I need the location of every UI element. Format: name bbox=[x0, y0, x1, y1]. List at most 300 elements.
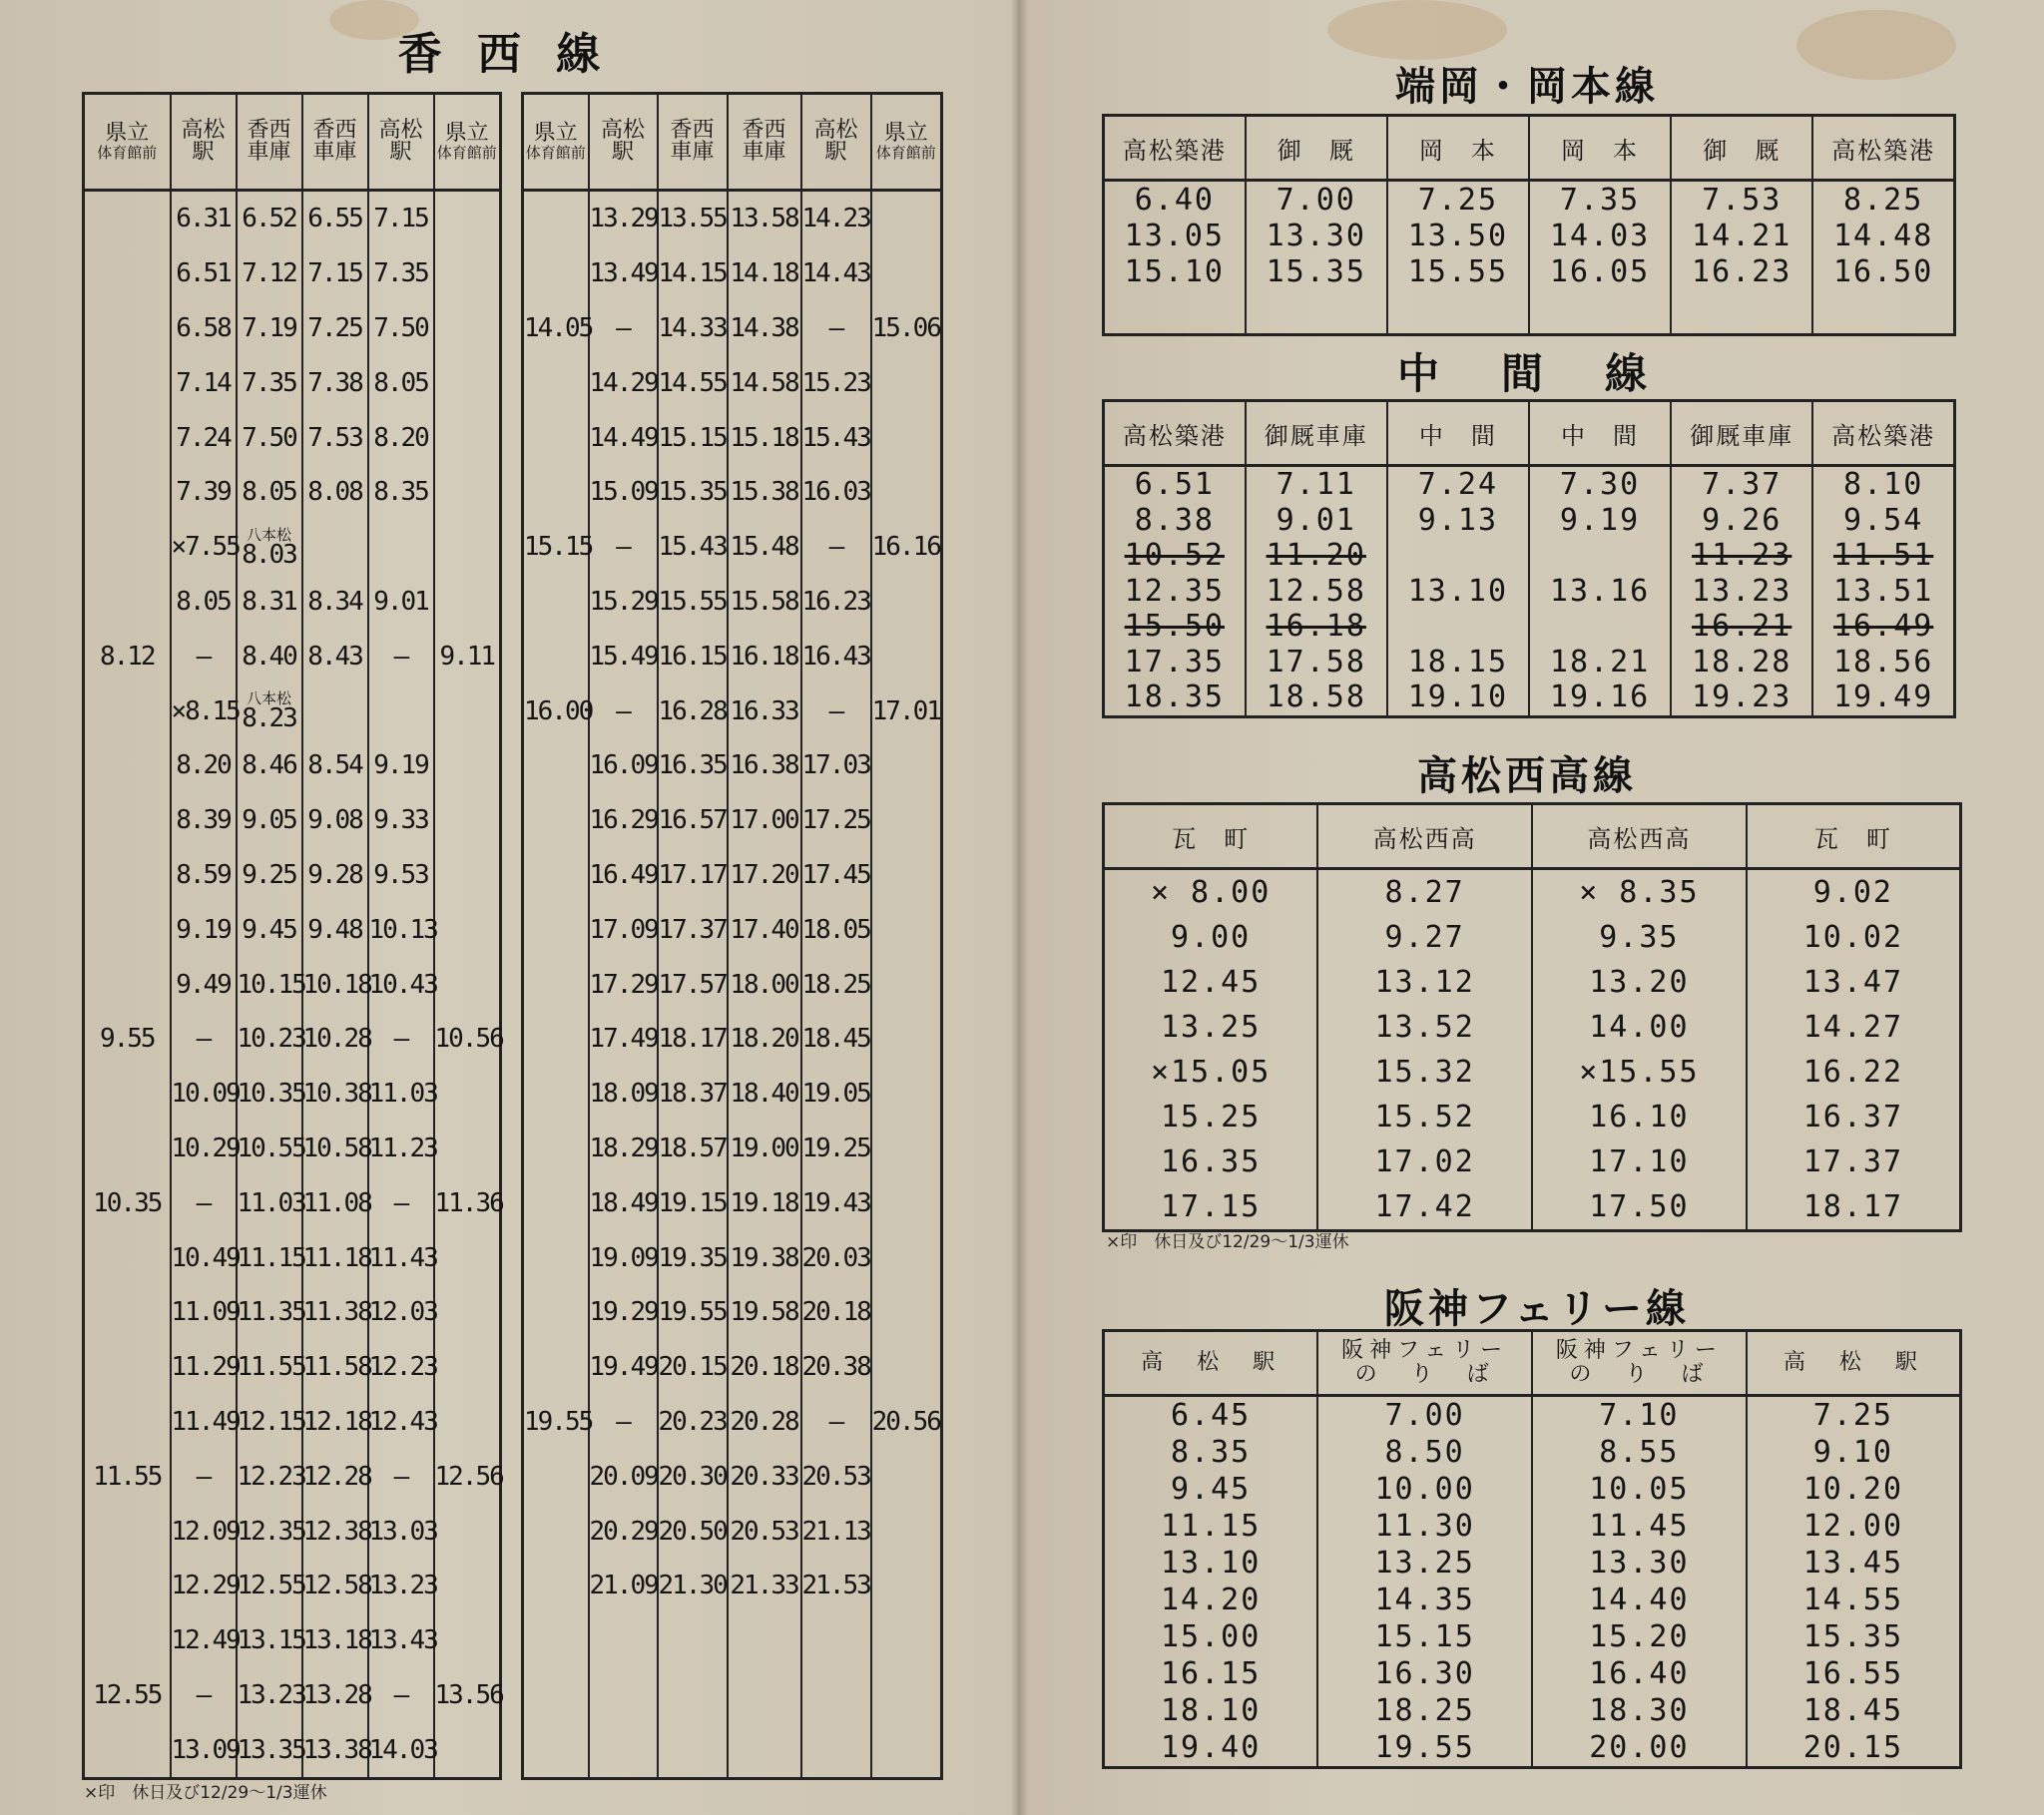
time-cell: 16.05 bbox=[1529, 253, 1671, 289]
time-cell: 11.55 bbox=[237, 1340, 302, 1395]
time-cell: 13.15 bbox=[237, 1613, 302, 1668]
cancelled-time-cell: 10.52 bbox=[1104, 538, 1246, 574]
time-cell: 10.35 bbox=[237, 1067, 302, 1122]
time-cell bbox=[84, 1067, 171, 1122]
time-cell: 12.00 bbox=[1747, 1508, 1961, 1545]
table-row bbox=[523, 301, 942, 356]
time-cell: 6.58 bbox=[171, 301, 237, 356]
time-cell: 9.02 bbox=[1747, 869, 1961, 916]
time-cell: – bbox=[171, 1012, 237, 1067]
time-cell: 10.05 bbox=[1532, 1471, 1747, 1508]
time-cell: 14.18 bbox=[728, 246, 801, 301]
time-cell: 15.00 bbox=[1104, 1618, 1318, 1655]
time-cell bbox=[434, 1613, 501, 1668]
time-cell bbox=[589, 1668, 658, 1723]
time-cell: 13.05 bbox=[1104, 218, 1246, 253]
time-cell: 16.29 bbox=[589, 793, 658, 848]
header-line: 車庫 bbox=[670, 140, 715, 165]
column-header: 御厩車庫 bbox=[1671, 401, 1812, 466]
table-row bbox=[523, 1340, 942, 1395]
time-cell: 18.45 bbox=[801, 1012, 871, 1067]
time-cell: 7.10 bbox=[1532, 1396, 1747, 1435]
time-cell: 19.55 bbox=[523, 1395, 589, 1450]
time-cell: – bbox=[368, 1012, 434, 1067]
time-cell: 11.03 bbox=[368, 1067, 434, 1122]
time-cell: 16.40 bbox=[1532, 1655, 1747, 1692]
time-cell bbox=[523, 738, 589, 793]
time-cell: 10.02 bbox=[1747, 915, 1961, 960]
header-line: 香西 bbox=[247, 118, 291, 143]
time-cell: 20.18 bbox=[801, 1285, 871, 1340]
time-cell bbox=[523, 465, 589, 520]
table-row bbox=[1104, 1434, 1961, 1471]
time-cell: 14.00 bbox=[1532, 1005, 1747, 1050]
time-cell: 16.49 bbox=[589, 848, 658, 903]
time-cell bbox=[368, 520, 434, 575]
table-row bbox=[84, 1067, 501, 1122]
table-row bbox=[523, 848, 942, 903]
table-row bbox=[84, 848, 501, 903]
time-cell bbox=[1387, 538, 1529, 574]
table-row bbox=[523, 902, 942, 957]
time-cell: 9.26 bbox=[1671, 503, 1812, 539]
time-cell bbox=[434, 246, 501, 301]
time-cell: 9.49 bbox=[171, 957, 237, 1012]
time-cell: 18.15 bbox=[1387, 645, 1529, 681]
time-cell: 18.29 bbox=[589, 1122, 658, 1176]
time-cell: 18.17 bbox=[658, 1012, 728, 1067]
time-cell: 19.10 bbox=[1387, 680, 1529, 716]
time-cell: 7.00 bbox=[1246, 181, 1387, 219]
header-line: 県立 bbox=[105, 121, 150, 146]
time-cell: – bbox=[171, 1449, 237, 1504]
table-row bbox=[523, 465, 942, 520]
time-cell: 15.25 bbox=[1104, 1095, 1318, 1139]
hanshin-table bbox=[1102, 1329, 1962, 1769]
time-cell bbox=[871, 1559, 942, 1613]
time-value: 8.23 bbox=[242, 703, 296, 734]
time-cell: 8.55 bbox=[1532, 1434, 1747, 1471]
time-cell bbox=[84, 355, 171, 410]
time-cell: 14.43 bbox=[801, 246, 871, 301]
time-cell: 13.51 bbox=[1812, 574, 1954, 610]
table-row bbox=[523, 1613, 942, 1668]
column-header bbox=[368, 94, 434, 191]
time-cell: 13.49 bbox=[589, 246, 658, 301]
time-cell: 8.34 bbox=[302, 575, 368, 630]
column-header bbox=[589, 94, 658, 191]
table-row bbox=[523, 683, 942, 738]
header-line: 高 松 駅 bbox=[1783, 1350, 1923, 1375]
time-cell: 17.15 bbox=[1104, 1184, 1318, 1231]
time-cell bbox=[523, 1449, 589, 1504]
time-cell bbox=[658, 1722, 728, 1778]
table-row bbox=[1104, 915, 1961, 960]
via-label: 八本松 bbox=[246, 689, 291, 708]
column-header: 御 厩 bbox=[1671, 116, 1812, 181]
time-cell bbox=[84, 848, 171, 903]
time-cell: 18.17 bbox=[1747, 1184, 1961, 1231]
time-cell: × 8.00 bbox=[1104, 869, 1318, 916]
table-row bbox=[84, 738, 501, 793]
time-cell bbox=[523, 1175, 589, 1230]
nishiko-table bbox=[1102, 802, 1962, 1232]
time-cell: 18.49 bbox=[589, 1175, 658, 1230]
header-line: の り ば bbox=[1354, 1362, 1495, 1387]
time-cell bbox=[801, 1668, 871, 1723]
time-cell: 11.23 bbox=[368, 1122, 434, 1176]
time-cell: 10.13 bbox=[368, 902, 434, 957]
time-cell: 15.35 bbox=[1246, 253, 1387, 289]
time-cell: 7.53 bbox=[302, 410, 368, 465]
time-cell: 19.29 bbox=[589, 1285, 658, 1340]
time-cell: 12.49 bbox=[171, 1613, 237, 1668]
time-cell: 9.45 bbox=[1104, 1471, 1318, 1508]
page-fold bbox=[1010, 0, 1028, 1815]
column-header bbox=[523, 94, 589, 191]
time-cell: 13.56 bbox=[434, 1668, 501, 1723]
time-cell bbox=[871, 629, 942, 683]
time-cell: 9.11 bbox=[434, 629, 501, 683]
time-cell: 14.40 bbox=[1532, 1582, 1747, 1618]
time-cell: 19.49 bbox=[589, 1340, 658, 1395]
time-cell: 15.15 bbox=[658, 410, 728, 465]
time-cell: 9.19 bbox=[171, 902, 237, 957]
header-line: 阪神フェリー bbox=[1341, 1338, 1509, 1363]
table-row bbox=[523, 629, 942, 683]
time-cell bbox=[84, 957, 171, 1012]
time-cell: 7.35 bbox=[368, 246, 434, 301]
empty-cell bbox=[1529, 289, 1671, 335]
time-cell: 18.57 bbox=[658, 1122, 728, 1176]
header-line: 体育館前 bbox=[875, 144, 936, 162]
time-cell: 8.40 bbox=[237, 629, 302, 683]
time-cell: 15.49 bbox=[589, 629, 658, 683]
time-cell bbox=[84, 410, 171, 465]
time-cell: 16.23 bbox=[1671, 253, 1812, 289]
time-cell: 12.58 bbox=[302, 1559, 368, 1613]
time-cell: 11.58 bbox=[302, 1340, 368, 1395]
time-cell: 8.05 bbox=[237, 465, 302, 520]
time-cell: 18.21 bbox=[1529, 645, 1671, 681]
time-cell: 7.25 bbox=[302, 301, 368, 356]
header-line: 車庫 bbox=[247, 140, 291, 165]
time-cell: 14.23 bbox=[801, 191, 871, 246]
time-cell: – bbox=[589, 520, 658, 575]
time-cell bbox=[84, 738, 171, 793]
time-cell: 7.50 bbox=[368, 301, 434, 356]
time-cell bbox=[84, 1395, 171, 1450]
time-cell: 13.45 bbox=[1747, 1545, 1961, 1582]
time-cell: 17.58 bbox=[1246, 645, 1387, 681]
time-cell: 14.21 bbox=[1671, 218, 1812, 253]
time-cell bbox=[1529, 609, 1671, 645]
time-cell bbox=[871, 1122, 942, 1176]
time-cell: 21.09 bbox=[589, 1559, 658, 1613]
time-cell: 9.28 bbox=[302, 848, 368, 903]
time-cell bbox=[84, 793, 171, 848]
time-cell: 17.25 bbox=[801, 793, 871, 848]
table-row bbox=[84, 793, 501, 848]
time-cell bbox=[84, 1122, 171, 1176]
time-cell: 11.38 bbox=[302, 1285, 368, 1340]
header-line: 香西 bbox=[312, 118, 357, 143]
time-cell: 7.15 bbox=[368, 191, 434, 246]
time-cell: – bbox=[368, 629, 434, 683]
time-cell: 16.15 bbox=[1104, 1655, 1318, 1692]
table-row bbox=[84, 1175, 501, 1230]
time-cell bbox=[84, 1285, 171, 1340]
column-header: 岡 本 bbox=[1529, 116, 1671, 181]
time-cell: 9.25 bbox=[237, 848, 302, 903]
time-cell bbox=[84, 301, 171, 356]
table-row bbox=[523, 1175, 942, 1230]
time-cell: 11.15 bbox=[237, 1230, 302, 1285]
time-cell: 15.15 bbox=[1317, 1618, 1532, 1655]
time-value: 8.03 bbox=[242, 539, 296, 570]
time-cell: 13.10 bbox=[1104, 1545, 1318, 1582]
time-cell: 12.45 bbox=[1104, 960, 1318, 1005]
column-header bbox=[1317, 1331, 1532, 1396]
time-cell bbox=[434, 793, 501, 848]
time-cell bbox=[871, 191, 942, 246]
time-cell: 18.45 bbox=[1747, 1692, 1961, 1729]
time-cell: 17.57 bbox=[658, 957, 728, 1012]
table-row bbox=[1104, 1396, 1961, 1435]
time-cell: 16.57 bbox=[658, 793, 728, 848]
time-cell: 10.55 bbox=[237, 1122, 302, 1176]
time-cell: 8.08 bbox=[302, 465, 368, 520]
table-row bbox=[523, 520, 942, 575]
table-row bbox=[1104, 218, 1955, 253]
time-cell: 8.39 bbox=[171, 793, 237, 848]
table-row bbox=[84, 191, 501, 246]
table-row bbox=[523, 1122, 942, 1176]
table-row bbox=[1104, 609, 1955, 645]
time-cell: 9.48 bbox=[302, 902, 368, 957]
time-cell bbox=[523, 1012, 589, 1067]
time-cell: 17.02 bbox=[1317, 1139, 1532, 1184]
time-cell: ×7.55 bbox=[171, 520, 237, 575]
time-cell: 8.20 bbox=[171, 738, 237, 793]
time-cell bbox=[871, 957, 942, 1012]
time-cell: 12.29 bbox=[171, 1559, 237, 1613]
kosai-table-left bbox=[82, 92, 502, 1780]
time-cell: 15.29 bbox=[589, 575, 658, 630]
time-cell: 13.47 bbox=[1747, 960, 1961, 1005]
time-cell bbox=[871, 1067, 942, 1122]
header-line: 阪神フェリー bbox=[1555, 1338, 1723, 1363]
time-cell: × 8.35 bbox=[1532, 869, 1747, 916]
time-cell bbox=[871, 246, 942, 301]
time-cell bbox=[434, 410, 501, 465]
time-cell bbox=[84, 1722, 171, 1778]
time-cell bbox=[434, 1285, 501, 1340]
time-cell: 14.20 bbox=[1104, 1582, 1318, 1618]
time-cell: 7.25 bbox=[1747, 1396, 1961, 1435]
time-cell bbox=[302, 683, 368, 738]
time-cell: 8.20 bbox=[368, 410, 434, 465]
table-row bbox=[1104, 466, 1955, 503]
time-cell: 8.50 bbox=[1317, 1434, 1532, 1471]
time-cell: 9.08 bbox=[302, 793, 368, 848]
header-line: 体育館前 bbox=[436, 144, 497, 162]
time-cell: 15.43 bbox=[801, 410, 871, 465]
time-cell: 17.49 bbox=[589, 1012, 658, 1067]
time-cell: 18.20 bbox=[728, 1012, 801, 1067]
time-cell bbox=[434, 683, 501, 738]
table-row-spacer bbox=[1104, 289, 1955, 335]
time-cell: 11.15 bbox=[1104, 1508, 1318, 1545]
time-cell bbox=[302, 520, 368, 575]
column-header bbox=[1104, 1331, 1318, 1396]
time-cell: 7.30 bbox=[1529, 466, 1671, 503]
time-cell: – bbox=[171, 1668, 237, 1723]
time-cell: 13.50 bbox=[1387, 218, 1529, 253]
table-row bbox=[1104, 181, 1955, 219]
time-cell: 10.43 bbox=[368, 957, 434, 1012]
nishiko-header-row bbox=[1104, 804, 1961, 869]
table-row bbox=[1104, 1508, 1961, 1545]
time-cell: 19.55 bbox=[1317, 1729, 1532, 1768]
time-cell: 19.15 bbox=[658, 1175, 728, 1230]
time-cell: 12.18 bbox=[302, 1395, 368, 1450]
time-cell: 19.18 bbox=[728, 1175, 801, 1230]
time-cell bbox=[728, 1613, 801, 1668]
time-cell: 18.28 bbox=[1671, 645, 1812, 681]
time-cell bbox=[84, 1559, 171, 1613]
time-cell: 13.20 bbox=[1532, 960, 1747, 1005]
column-header: 岡 本 bbox=[1387, 116, 1529, 181]
table-row bbox=[523, 1449, 942, 1504]
time-cell: 8.35 bbox=[368, 465, 434, 520]
time-cell bbox=[434, 848, 501, 903]
header-line: 駅 bbox=[824, 140, 847, 165]
time-cell: 19.00 bbox=[728, 1122, 801, 1176]
time-cell bbox=[1387, 609, 1529, 645]
time-cell: 7.50 bbox=[237, 410, 302, 465]
time-cell: 19.05 bbox=[801, 1067, 871, 1122]
time-cell: 11.18 bbox=[302, 1230, 368, 1285]
table-row bbox=[84, 1230, 501, 1285]
table-row bbox=[84, 410, 501, 465]
table-row bbox=[84, 957, 501, 1012]
time-cell: 8.12 bbox=[84, 629, 171, 683]
header-line: 県立 bbox=[883, 121, 928, 146]
time-cell: 12.15 bbox=[237, 1395, 302, 1450]
time-cell: 6.31 bbox=[171, 191, 237, 246]
table-row bbox=[1104, 645, 1955, 681]
time-cell: 9.45 bbox=[237, 902, 302, 957]
header-line: 駅 bbox=[192, 140, 215, 165]
time-cell: 10.00 bbox=[1317, 1471, 1532, 1508]
time-cell bbox=[84, 575, 171, 630]
time-cell: 18.37 bbox=[658, 1067, 728, 1122]
column-header bbox=[237, 94, 302, 191]
table-row bbox=[523, 1230, 942, 1285]
time-cell: 12.35 bbox=[1104, 574, 1246, 610]
time-cell: 7.19 bbox=[237, 301, 302, 356]
time-cell: 10.20 bbox=[1747, 1471, 1961, 1508]
table-row bbox=[1104, 1729, 1961, 1768]
time-cell: – bbox=[368, 1668, 434, 1723]
time-cell bbox=[434, 301, 501, 356]
time-cell: 13.12 bbox=[1317, 960, 1532, 1005]
time-cell: 14.15 bbox=[658, 246, 728, 301]
table-row bbox=[523, 191, 942, 246]
time-cell: 18.56 bbox=[1812, 645, 1954, 681]
time-cell: 11.03 bbox=[237, 1175, 302, 1230]
time-cell bbox=[523, 1122, 589, 1176]
table-row bbox=[523, 1504, 942, 1559]
time-cell: 10.56 bbox=[434, 1012, 501, 1067]
kosai-left-header-row bbox=[84, 94, 501, 191]
column-header: 御厩車庫 bbox=[1246, 401, 1387, 466]
time-cell bbox=[871, 1504, 942, 1559]
table-row bbox=[1104, 253, 1955, 289]
time-cell: 16.33 bbox=[728, 683, 801, 738]
time-cell bbox=[237, 520, 302, 575]
time-cell: 11.08 bbox=[302, 1175, 368, 1230]
time-cell: 16.38 bbox=[728, 738, 801, 793]
time-cell: – bbox=[801, 520, 871, 575]
table-row bbox=[1104, 960, 1961, 1005]
cancelled-time-cell: 11.51 bbox=[1812, 538, 1954, 574]
empty-cell bbox=[1671, 289, 1812, 335]
time-cell: 20.23 bbox=[658, 1395, 728, 1450]
nishiko-note: ×印 休日及び12/29～1/3運休 bbox=[1106, 1232, 1349, 1252]
time-cell: 17.37 bbox=[1747, 1139, 1961, 1184]
time-cell bbox=[523, 1230, 589, 1285]
time-cell bbox=[434, 465, 501, 520]
time-cell: 19.55 bbox=[658, 1285, 728, 1340]
time-cell bbox=[871, 355, 942, 410]
time-cell: 11.49 bbox=[171, 1395, 237, 1450]
time-cell: 13.35 bbox=[237, 1722, 302, 1778]
time-cell bbox=[523, 957, 589, 1012]
time-cell: 11.55 bbox=[84, 1449, 171, 1504]
time-cell: 7.00 bbox=[1317, 1396, 1532, 1435]
time-cell: 16.43 bbox=[801, 629, 871, 683]
time-cell bbox=[84, 520, 171, 575]
column-header bbox=[871, 94, 942, 191]
empty-cell bbox=[1387, 289, 1529, 335]
time-cell: 16.18 bbox=[728, 629, 801, 683]
time-cell: 15.52 bbox=[1317, 1095, 1532, 1139]
time-cell bbox=[523, 410, 589, 465]
time-cell: 17.01 bbox=[871, 683, 942, 738]
time-cell: – bbox=[801, 683, 871, 738]
time-cell bbox=[523, 246, 589, 301]
time-cell: 15.06 bbox=[871, 301, 942, 356]
time-cell: 20.18 bbox=[728, 1340, 801, 1395]
time-cell: 16.28 bbox=[658, 683, 728, 738]
table-row bbox=[1104, 869, 1961, 916]
cancelled-time-cell: 11.23 bbox=[1671, 538, 1812, 574]
time-cell: 14.03 bbox=[1529, 218, 1671, 253]
time-cell: 11.30 bbox=[1317, 1508, 1532, 1545]
table-row bbox=[1104, 1139, 1961, 1184]
column-header: 中 間 bbox=[1529, 401, 1671, 466]
time-cell: 14.48 bbox=[1812, 218, 1954, 253]
nishiko-title: 高松西高線 bbox=[1417, 753, 1637, 799]
time-cell: 9.35 bbox=[1532, 915, 1747, 960]
time-cell: 7.14 bbox=[171, 355, 237, 410]
time-cell bbox=[523, 1722, 589, 1778]
time-cell: 19.23 bbox=[1671, 680, 1812, 716]
time-cell bbox=[434, 1722, 501, 1778]
column-header: 瓦 町 bbox=[1747, 804, 1961, 869]
